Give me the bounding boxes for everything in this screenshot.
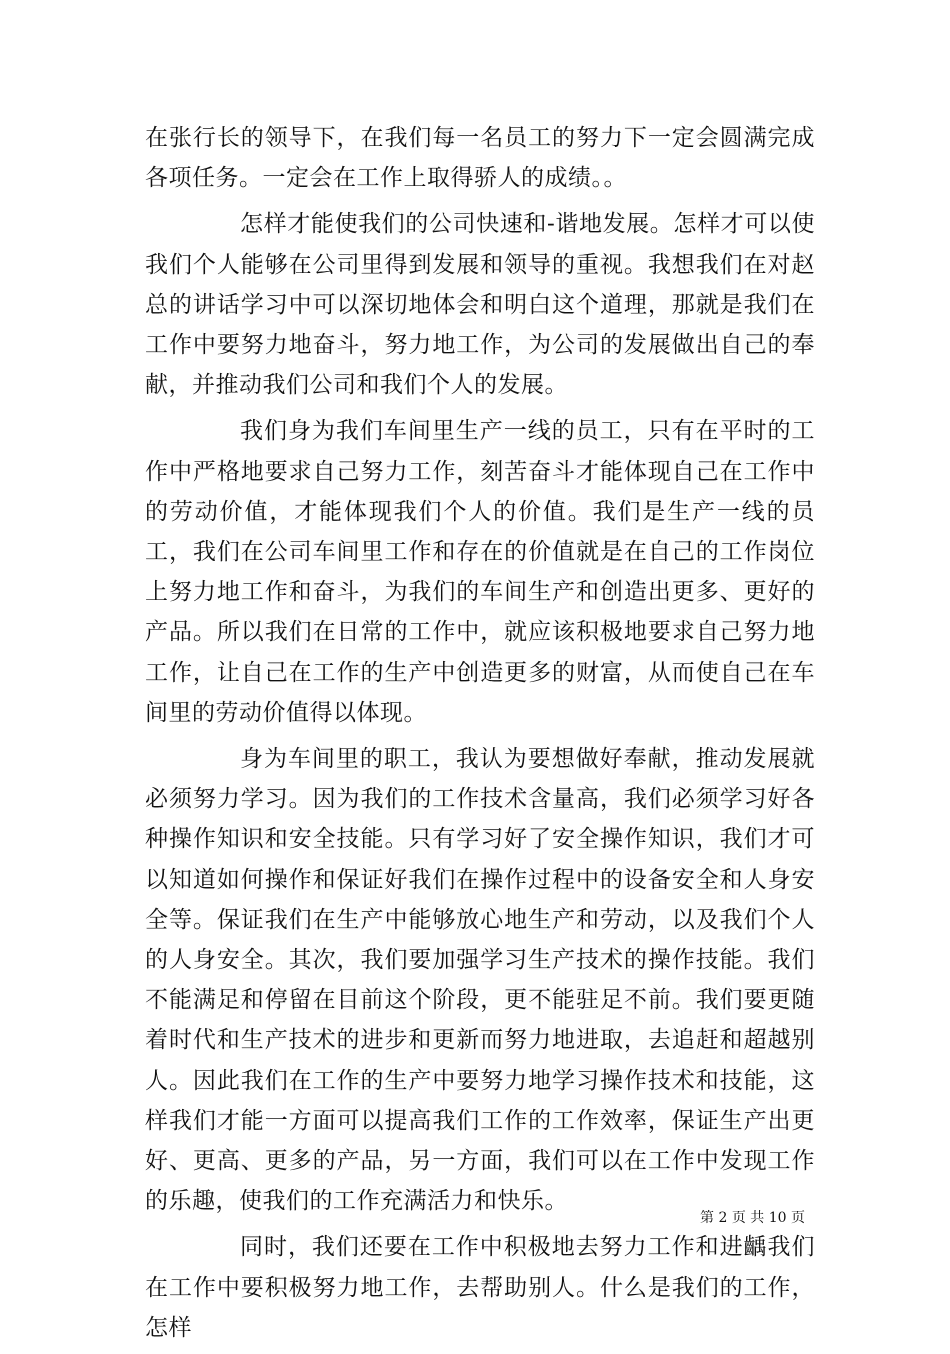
paragraph-3: 我们身为我们车间里生产一线的员工，只有在平时的工作中严格地要求自己努力工作，刻苦奋斗才能体现自己在工作中的劳动价值，才能体现我们个人的价值。我们是生产一线的员工，我们在公司车间里工作和存在的价值就是在自己的工作岗位上努力地工作和奋斗，为我们的车间生产和创造出更多、更好的产品。所以我们在日常的工作中，就应该积极地要求自己努力地工作，让自己在工作的生产中创造更多的财富，从而使自己在车间里的劳动价值得以体现。 bbox=[145, 418, 815, 726]
page-number-footer: 第 2 页 共 10 页 bbox=[700, 1210, 805, 1226]
paragraph-4: 身为车间里的职工，我认为要想做好奉献，推动发展就必须努力学习。因为我们的工作技术含量高，我们必须学习好各种操作知识和安全技能。只有学习好了安全操作知识，我们才可以知道如何操作和保证好我们在操作过程中的设备安全和人身安全等。保证我们在生产中能够放心地生产和劳动，以及我们个人的人身安全。其次，我们要加强学习生产技术的操作技能。我们不能满足和停留在目前这个阶段，更不能驻足不前。我们要更随着时代和生产技术的进步和更新而努力地进取，去追赶和超越别人。因此我们在工作的生产中要努力地学习操作技术和技能，这样我们才能一方面可以提高我们工作的工作效率，保证生产出更好、更高、更多的产品，另一方面，我们可以在工作中发现工作的乐趣，使我们的工作充满活力和快乐。 bbox=[145, 746, 815, 1215]
paragraph-2: 怎样才能使我们的公司快速和-谐地发展。怎样才可以使我们个人能够在公司里得到发展和领导的重视。我想我们在对赵总的讲话学习中可以深切地体会和明白这个道理，那就是我们在工作中要努力地奋斗，努力地工作，为公司的发展做出自己的奉献，并推动我们公司和我们个人的发展。 bbox=[145, 211, 815, 399]
document-body bbox=[145, 118, 815, 1354]
paragraph-5: 同时，我们还要在工作中积极地去努力工作和进齲我们在工作中要积极努力地工作，去帮助别人。什么是我们的工作，怎样 bbox=[145, 1234, 815, 1341]
paragraph-1: 在张行长的领导下，在我们每一名员工的努力下一定会圆满完成各项任务。一定会在工作上取得骄人的成绩。。 bbox=[145, 125, 815, 192]
